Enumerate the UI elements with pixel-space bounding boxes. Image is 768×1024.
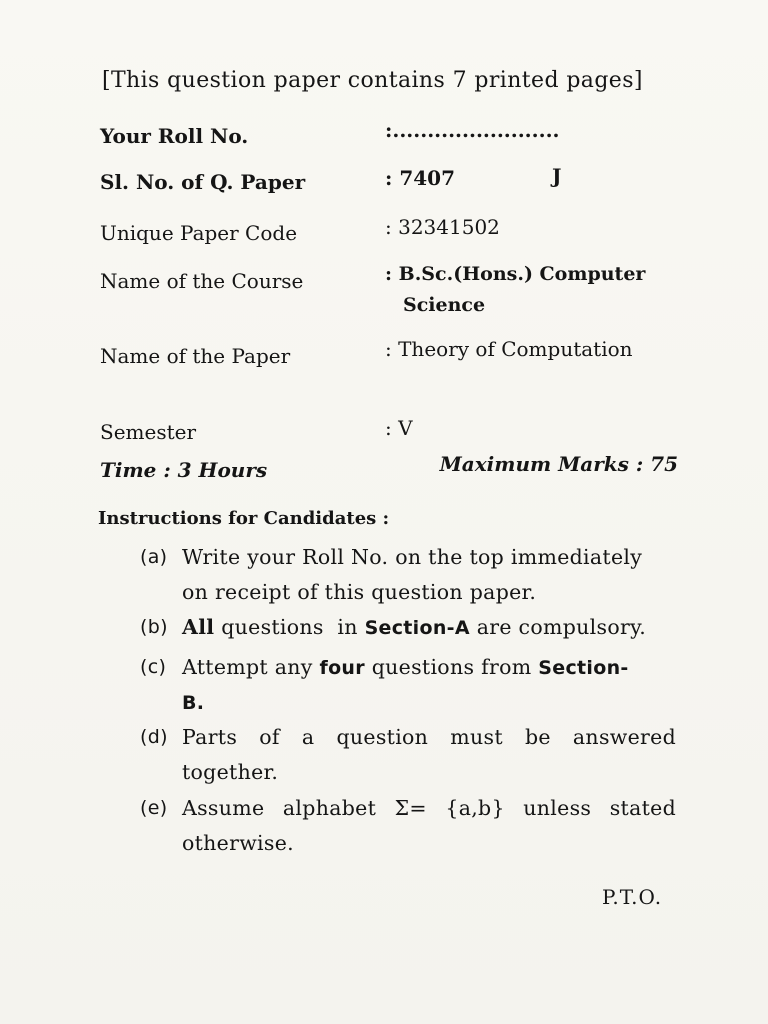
instruction-e-line1: Assume alphabet Σ= {a,b} unless stated	[182, 796, 676, 820]
semester-value: : V	[385, 416, 413, 440]
semester-label: Semester	[100, 420, 197, 444]
instruction-c-section: Section-	[538, 657, 629, 679]
course-row	[100, 263, 680, 333]
instructions-title: Instructions for Candidates :	[98, 508, 390, 529]
sl-no-row	[100, 164, 680, 200]
instruction-e-line2: otherwise.	[182, 831, 294, 855]
instruction-e	[140, 791, 680, 861]
roll-no-value: :........................	[385, 118, 560, 142]
instruction-c-marker: (c)	[140, 656, 167, 678]
instruction-d-line1: Parts of a question must be answered	[182, 725, 676, 749]
instruction-b-section: Section-A	[364, 617, 470, 639]
instruction-d-text	[182, 720, 676, 790]
sl-no-label: Sl. No. of Q. Paper	[100, 170, 306, 194]
printed-pages-note: [This question paper contains 7 printed pages]	[102, 68, 643, 93]
instruction-c-line2: B.	[182, 692, 205, 714]
paper-name-row	[100, 337, 680, 374]
instruction-a-line2: on receipt of this question paper.	[182, 580, 537, 604]
instruction-d	[140, 720, 680, 790]
course-label: Name of the Course	[100, 269, 304, 293]
instruction-e-text	[182, 791, 676, 861]
course-value-line1: : B.Sc.(Hons.) Computer	[385, 263, 646, 285]
course-value	[385, 259, 645, 321]
instruction-a	[140, 540, 680, 610]
sl-no-value: : 7407	[385, 166, 456, 190]
instruction-a-line1: Write your Roll No. on the top immediately	[182, 545, 643, 569]
instruction-c-mid: questions from	[364, 655, 539, 679]
roll-no-label: Your Roll No.	[100, 124, 249, 148]
instruction-c	[140, 650, 680, 720]
roll-no-row	[100, 118, 680, 154]
instruction-c-text	[182, 650, 676, 721]
paper-name-label: Name of the Paper	[100, 344, 291, 368]
semester-row	[100, 416, 680, 450]
instruction-a-text	[182, 540, 676, 610]
unique-paper-code-row	[100, 215, 680, 251]
time-marks-row	[100, 452, 680, 488]
paper-set-letter: J	[552, 164, 562, 188]
instruction-b-post: are compulsory.	[469, 615, 647, 639]
maximum-marks: Maximum Marks : 75	[439, 452, 678, 476]
instruction-d-marker: (d)	[140, 726, 168, 748]
course-value-line2: Science	[403, 294, 486, 316]
instruction-a-marker: (a)	[140, 546, 168, 568]
instruction-d-line2: together.	[182, 760, 279, 784]
unique-paper-code-label: Unique Paper Code	[100, 221, 298, 245]
instruction-b-all: All	[182, 615, 215, 639]
instruction-b-text	[182, 610, 676, 646]
instruction-b-marker: (b)	[140, 616, 168, 638]
instruction-c-four: four	[319, 657, 365, 679]
time-duration: Time : 3 Hours	[100, 458, 268, 482]
instruction-c-pre: Attempt any	[182, 655, 320, 679]
instruction-b-mid: questions in	[214, 615, 365, 639]
instruction-b	[140, 610, 680, 645]
instruction-e-marker: (e)	[140, 797, 168, 819]
paper-name-value: : Theory of Computation	[385, 337, 633, 361]
please-turn-over: P.T.O.	[602, 885, 663, 909]
unique-paper-code-value: : 32341502	[385, 215, 500, 239]
